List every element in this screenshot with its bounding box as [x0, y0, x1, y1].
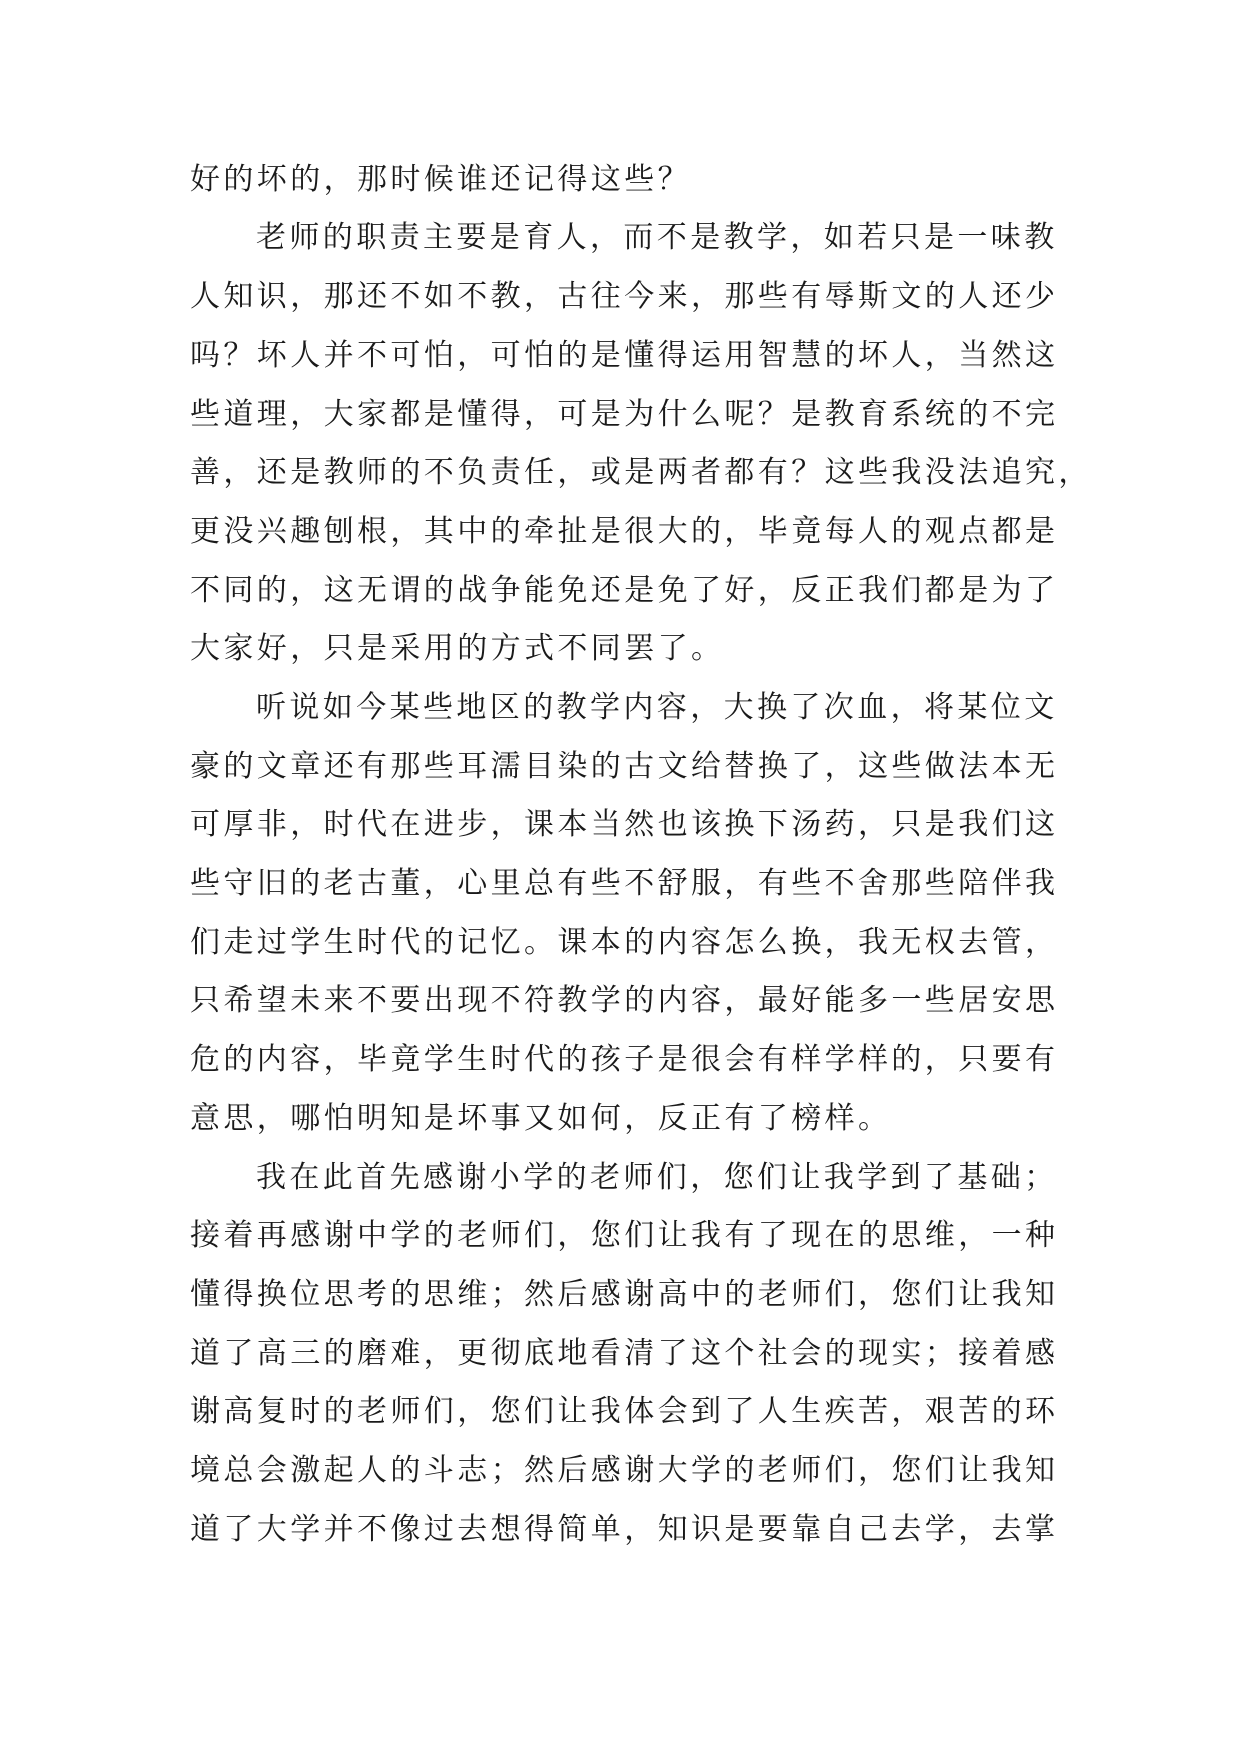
text-line: 人知识，那还不如不教，古往今来，那些有辱斯文的人还少: [190, 279, 1059, 314]
text-line: 些守旧的老古董，心里总有些不舒服，有些不舍那些陪伴我: [190, 866, 1059, 901]
text-line: 好的坏的，那时候谁还记得这些？: [190, 162, 691, 197]
text-line: 境总会激起人的斗志；然后感谢大学的老师们，您们让我知: [190, 1453, 1059, 1488]
text-line: 豪的文章还有那些耳濡目染的古文给替换了，这些做法本无: [190, 749, 1059, 784]
text-line: 更没兴趣刨根，其中的牵扯是很大的，毕竟每人的观点都是: [190, 514, 1059, 549]
text-line: 善，还是教师的不负责任，或是两者都有？这些我没法追究，: [190, 455, 1092, 490]
paragraph-first-line: 我在此首先感谢小学的老师们，您们让我学到了基础；: [256, 1160, 1058, 1195]
text-line: 道了高三的磨难，更彻底地看清了这个社会的现实；接着感: [190, 1336, 1059, 1371]
text-line: 吗？坏人并不可怕，可怕的是懂得运用智慧的坏人，当然这: [190, 338, 1059, 373]
paragraph-first-line: 听说如今某些地区的教学内容，大换了次血，将某位文: [256, 690, 1058, 725]
text-line: 大家好，只是采用的方式不同罢了。: [190, 631, 725, 666]
paragraph-first-line: 老师的职责主要是育人，而不是教学，如若只是一味教: [256, 220, 1058, 255]
text-line: 懂得换位思考的思维；然后感谢高中的老师们，您们让我知: [190, 1277, 1059, 1312]
text-line: 不同的，这无谓的战争能免还是免了好，反正我们都是为了: [190, 573, 1059, 608]
text-line: 些道理，大家都是懂得，可是为什么呢？是教育系统的不完: [190, 397, 1059, 432]
text-line: 只希望未来不要出现不符教学的内容，最好能多一些居安思: [190, 983, 1059, 1018]
text-line: 接着再感谢中学的老师们，您们让我有了现在的思维，一种: [190, 1218, 1059, 1253]
text-line: 道了大学并不像过去想得简单，知识是要靠自己去学，去掌: [190, 1512, 1059, 1547]
text-line: 们走过学生时代的记忆。课本的内容怎么换，我无权去管，: [190, 925, 1059, 960]
text-line: 谢高复时的老师们，您们让我体会到了人生疾苦，艰苦的环: [190, 1394, 1059, 1429]
text-line: 可厚非，时代在进步，课本当然也该换下汤药，只是我们这: [190, 807, 1059, 842]
text-line: 危的内容，毕竟学生时代的孩子是很会有样学样的，只要有: [190, 1042, 1059, 1077]
text-line: 意思，哪怕明知是坏事又如何，反正有了榜样。: [190, 1101, 892, 1136]
